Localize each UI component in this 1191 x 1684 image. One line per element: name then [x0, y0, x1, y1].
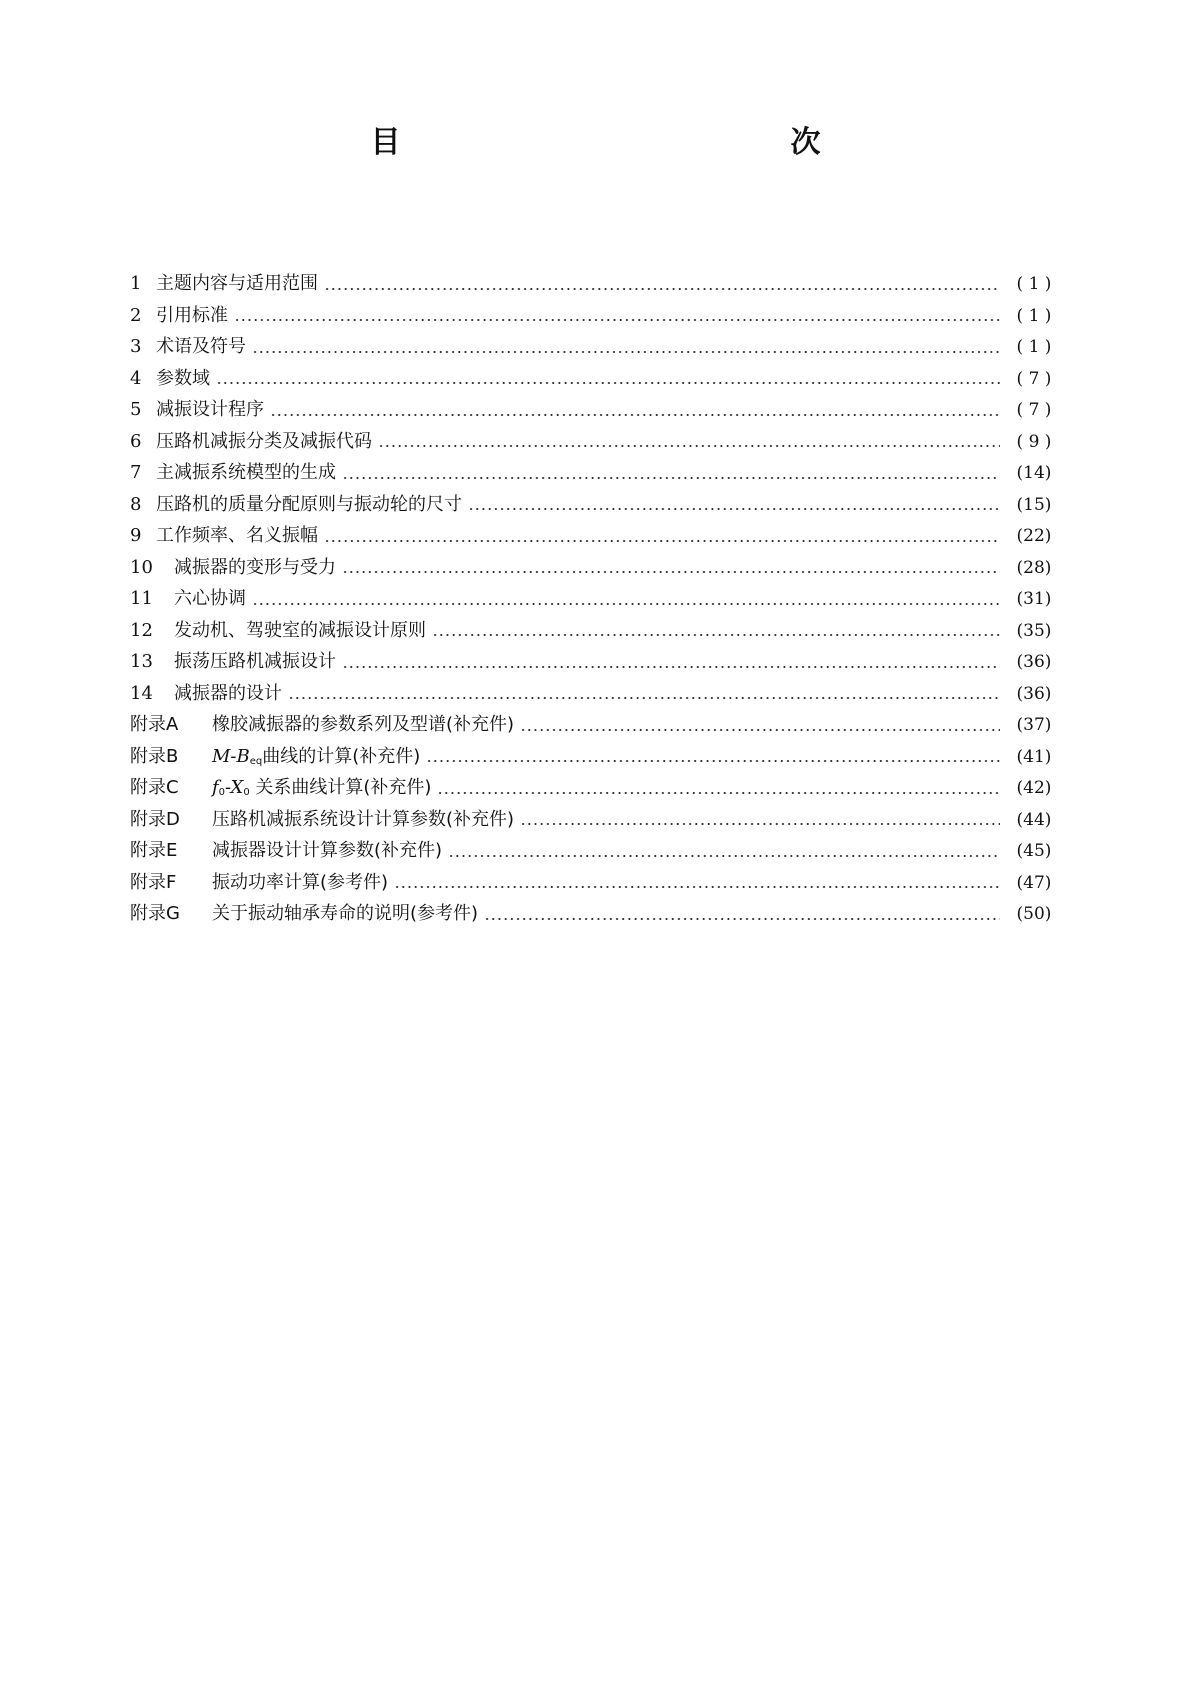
- toc-entry-number: 附录D: [130, 808, 180, 830]
- toc-entry-title: 振荡压路机减振设计: [174, 651, 336, 672]
- toc-entry-title: 发动机、驾驶室的减振设计原则: [174, 619, 426, 641]
- toc-entry[interactable]: [130, 394, 1060, 426]
- toc-entry-number: 12: [130, 619, 153, 641]
- toc-entry[interactable]: [130, 363, 1060, 395]
- toc-leader-dots: [432, 620, 1000, 640]
- toc-entry-title: 橡胶减振器的参数系列及型谱(补充件): [212, 714, 515, 735]
- math-subscript: 0: [218, 787, 226, 798]
- math-subscript: eq: [249, 755, 263, 767]
- toc-entry[interactable]: [130, 583, 1060, 615]
- toc-entry-title: 引用标准: [156, 304, 228, 326]
- toc-entry-title: 振动功率计算(参考件): [212, 871, 389, 893]
- toc-entry-number: 4: [130, 367, 142, 389]
- toc-appendix-entry[interactable]: [130, 804, 1060, 836]
- toc-entry-page: (28): [1016, 557, 1052, 578]
- toc-leader-dots: [378, 431, 1000, 451]
- toc-entry-page: (22): [1016, 526, 1052, 546]
- toc-entry-page: (14): [1016, 463, 1052, 483]
- table-of-contents: [130, 268, 1060, 930]
- toc-leader-dots: [270, 400, 1000, 420]
- toc-leader-dots: [437, 778, 1000, 798]
- toc-entry[interactable]: [130, 646, 1060, 678]
- toc-leader-dots: [484, 904, 1000, 924]
- toc-leader-dots: [324, 274, 1000, 294]
- toc-entry-page: (35): [1016, 620, 1052, 641]
- toc-entry-page: (42): [1016, 778, 1052, 798]
- toc-leader-dots: [520, 715, 1000, 735]
- toc-entry-number: 3: [130, 336, 142, 357]
- page-title: 目 次: [370, 125, 931, 160]
- toc-leader-dots: [252, 589, 1000, 609]
- toc-entry-number: 9: [130, 525, 142, 546]
- toc-entry[interactable]: [130, 552, 1060, 584]
- toc-entry-title: 六心协调: [174, 588, 246, 609]
- toc-entry-page: (15): [1016, 494, 1052, 515]
- toc-entry-page: (36): [1016, 683, 1052, 704]
- toc-leader-dots: [234, 305, 1000, 325]
- toc-entry-title: 压路机减振系统设计计算参数(补充件): [212, 808, 515, 830]
- toc-entry[interactable]: [130, 426, 1060, 458]
- toc-entry-page: (37): [1016, 715, 1052, 735]
- math-variable: -X: [225, 777, 244, 798]
- toc-leader-dots: [394, 872, 1000, 892]
- toc-entry-number: 1: [130, 273, 142, 294]
- toc-entry-page: ( 7 ): [1016, 368, 1052, 389]
- toc-entry-page: (41): [1016, 746, 1052, 767]
- toc-entry-title: 减振器设计计算参数(补充件): [212, 840, 443, 861]
- toc-entry-number: 附录B: [130, 745, 179, 767]
- toc-entry-title: 减振器的变形与受力: [174, 556, 336, 578]
- toc-entry[interactable]: [130, 678, 1060, 710]
- toc-entry-page: (36): [1016, 652, 1052, 672]
- toc-entry-number: 附录G: [130, 903, 180, 924]
- toc-entry-title: 工作频率、名义振幅: [156, 525, 318, 546]
- toc-entry[interactable]: [130, 268, 1060, 300]
- toc-entry-number: 14: [130, 682, 153, 704]
- toc-appendix-entry[interactable]: [130, 898, 1060, 930]
- toc-entry-page: (44): [1016, 809, 1052, 830]
- toc-entry-title: 关于振动轴承寿命的说明(参考件): [212, 903, 479, 924]
- toc-entry-number: 附录A: [130, 714, 179, 735]
- toc-appendix-entry[interactable]: [130, 709, 1060, 741]
- toc-entry-page: ( 1 ): [1016, 274, 1052, 294]
- toc-leader-dots: [468, 494, 1000, 514]
- toc-entry[interactable]: [130, 520, 1060, 552]
- math-variable: f: [212, 777, 219, 798]
- toc-entry[interactable]: [130, 300, 1060, 332]
- toc-leader-dots: [252, 337, 1000, 357]
- toc-leader-dots: [288, 683, 1000, 703]
- toc-entry-number: 附录F: [130, 871, 177, 893]
- toc-appendix-entry[interactable]: [130, 835, 1060, 867]
- toc-entry-number: 5: [130, 399, 142, 420]
- toc-entry[interactable]: [130, 489, 1060, 521]
- toc-entry-page: ( 1 ): [1016, 337, 1052, 357]
- toc-entry-number: 附录E: [130, 840, 178, 861]
- math-variable: M-B: [212, 745, 250, 767]
- toc-entry-page: (50): [1016, 904, 1052, 924]
- toc-entry-number: 11: [130, 588, 153, 609]
- math-subscript: 0: [243, 787, 250, 798]
- toc-entry-title: 减振设计程序: [156, 399, 264, 420]
- toc-entry-number: 10: [130, 556, 153, 578]
- toc-leader-dots: [342, 463, 1000, 483]
- toc-entry[interactable]: [130, 457, 1060, 489]
- toc-leader-dots: [426, 746, 1000, 766]
- toc-entry-page: ( 1 ): [1016, 305, 1052, 326]
- toc-appendix-entry[interactable]: [130, 772, 1060, 804]
- toc-entry-number: 8: [130, 493, 142, 515]
- toc-entry-title: 减振器的设计: [174, 682, 282, 704]
- toc-entry-title: 压路机减振分类及减振代码: [156, 430, 372, 452]
- toc-entry-title: 参数域: [156, 367, 210, 389]
- toc-entry-page: (45): [1016, 841, 1052, 861]
- toc-entry-title: 术语及符号: [156, 336, 246, 357]
- toc-entry-title: 主题内容与适用范围: [156, 273, 318, 294]
- toc-entry-number: 6: [130, 430, 142, 452]
- toc-leader-dots: [520, 809, 1000, 829]
- toc-leader-dots: [324, 526, 1000, 546]
- toc-entry-number: 13: [130, 651, 153, 672]
- toc-entry-number: 2: [130, 304, 142, 326]
- toc-appendix-entry[interactable]: [130, 741, 1060, 773]
- toc-entry-page: (31): [1016, 589, 1052, 609]
- toc-leader-dots: [216, 368, 1000, 388]
- toc-entry-page: (47): [1016, 872, 1052, 893]
- toc-entry-title: 压路机的质量分配原则与振动轮的尺寸: [156, 493, 462, 515]
- toc-entry-title: 主减振系统模型的生成: [156, 462, 336, 483]
- toc-leader-dots: [342, 557, 1000, 577]
- toc-entry[interactable]: [130, 615, 1060, 647]
- toc-entry-number: 7: [130, 462, 142, 483]
- toc-leader-dots: [342, 652, 1000, 672]
- toc-entry-title-text: 关系曲线计算(补充件): [249, 777, 432, 798]
- toc-appendix-entry[interactable]: [130, 867, 1060, 899]
- toc-entry-title-text: 曲线的计算(补充件): [262, 745, 421, 767]
- toc-entry-number: 附录C: [130, 777, 179, 798]
- toc-entry-page: ( 7 ): [1016, 400, 1052, 420]
- toc-leader-dots: [448, 841, 1000, 861]
- toc-entry[interactable]: [130, 331, 1060, 363]
- toc-entry-page: ( 9 ): [1016, 431, 1052, 452]
